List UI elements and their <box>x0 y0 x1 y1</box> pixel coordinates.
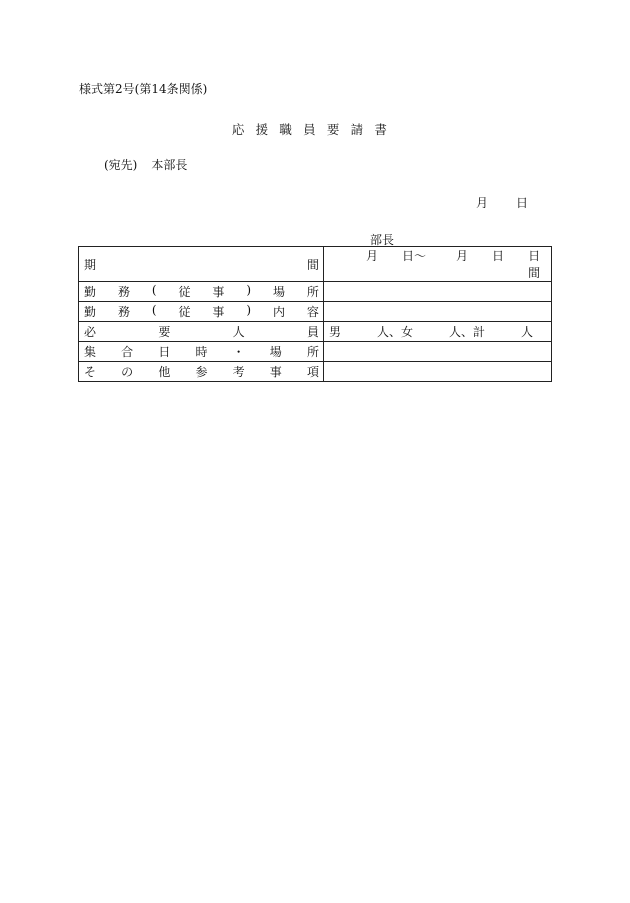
label-char: 日 <box>158 345 171 359</box>
period-month-2: 月 <box>456 249 469 263</box>
label-char: 勤 <box>84 305 97 319</box>
label-char: 人 <box>232 325 245 339</box>
label-char: 従 <box>178 305 191 319</box>
form-number: 様式第2号(第14条関係) <box>79 82 208 96</box>
table-row-other-notes <box>79 362 552 382</box>
table-row-required-staff <box>79 322 552 342</box>
row-label <box>79 302 324 322</box>
row-label <box>79 282 324 302</box>
work-location-value[interactable] <box>324 282 552 302</box>
label-char: 合 <box>121 345 134 359</box>
label-char: ) <box>246 303 252 317</box>
work-content-value[interactable] <box>324 302 552 322</box>
row-label <box>79 342 324 362</box>
label-char: ・ <box>232 345 245 359</box>
date-month: 月 <box>476 196 489 210</box>
label-char: 集 <box>84 345 97 359</box>
row-label <box>79 362 324 382</box>
staff-male: 男 <box>329 325 342 339</box>
row-label <box>79 322 324 342</box>
date-line <box>476 194 528 211</box>
label-char: ) <box>246 283 252 297</box>
label-char: 場 <box>272 285 285 299</box>
staff-total: 人、計 <box>449 325 486 339</box>
label-char: 務 <box>117 305 130 319</box>
staff-unit: 人 <box>521 325 534 339</box>
date-day: 日 <box>516 196 529 210</box>
label-char: 参 <box>195 365 208 379</box>
period-day-1: 日〜 <box>402 249 427 263</box>
label-char: 所 <box>306 285 319 299</box>
label-char: 事 <box>212 305 225 319</box>
table-row-work-location <box>79 282 552 302</box>
label-char: 要 <box>158 325 171 339</box>
staff-female: 人、女 <box>377 325 414 339</box>
assembly-value[interactable] <box>324 342 552 362</box>
label-char: 項 <box>306 365 319 379</box>
addressee <box>104 156 187 173</box>
label-char: そ <box>84 365 97 379</box>
label-char: 考 <box>232 365 245 379</box>
label-char: 期 <box>84 257 97 272</box>
label-char: 間 <box>306 257 319 272</box>
addressee-name: 本部長 <box>151 158 188 172</box>
dept-head-label: 部長 <box>370 233 395 247</box>
label-char: 内 <box>272 305 285 319</box>
label-char: 員 <box>306 325 319 339</box>
label-char: 場 <box>269 345 282 359</box>
other-notes-value[interactable] <box>324 362 552 382</box>
required-staff-value[interactable] <box>324 322 552 342</box>
label-char: 従 <box>178 285 191 299</box>
label-char: の <box>121 365 134 379</box>
label-char: 時 <box>195 345 208 359</box>
label-char: 容 <box>306 305 319 319</box>
label-char: 他 <box>158 365 171 379</box>
label-char: 所 <box>306 345 319 359</box>
label-char: 事 <box>269 365 282 379</box>
period-month-1: 月 <box>366 249 379 263</box>
row-label <box>79 247 324 282</box>
period-value[interactable] <box>324 247 552 282</box>
document-title: 応援職員要請書 <box>231 122 399 137</box>
table-row-work-content <box>79 302 552 322</box>
request-table <box>78 246 552 382</box>
addressee-prefix: (宛先) <box>104 158 138 172</box>
label-char: ( <box>151 303 157 317</box>
table-row-period <box>79 247 552 282</box>
period-day-2: 日 <box>492 249 505 263</box>
label-char: ( <box>151 283 157 297</box>
table-row-assembly <box>79 342 552 362</box>
label-char: 務 <box>117 285 130 299</box>
period-days-total: 日間 <box>528 249 541 280</box>
label-char: 事 <box>212 285 225 299</box>
label-char: 必 <box>84 325 97 339</box>
label-char: 勤 <box>84 285 97 299</box>
